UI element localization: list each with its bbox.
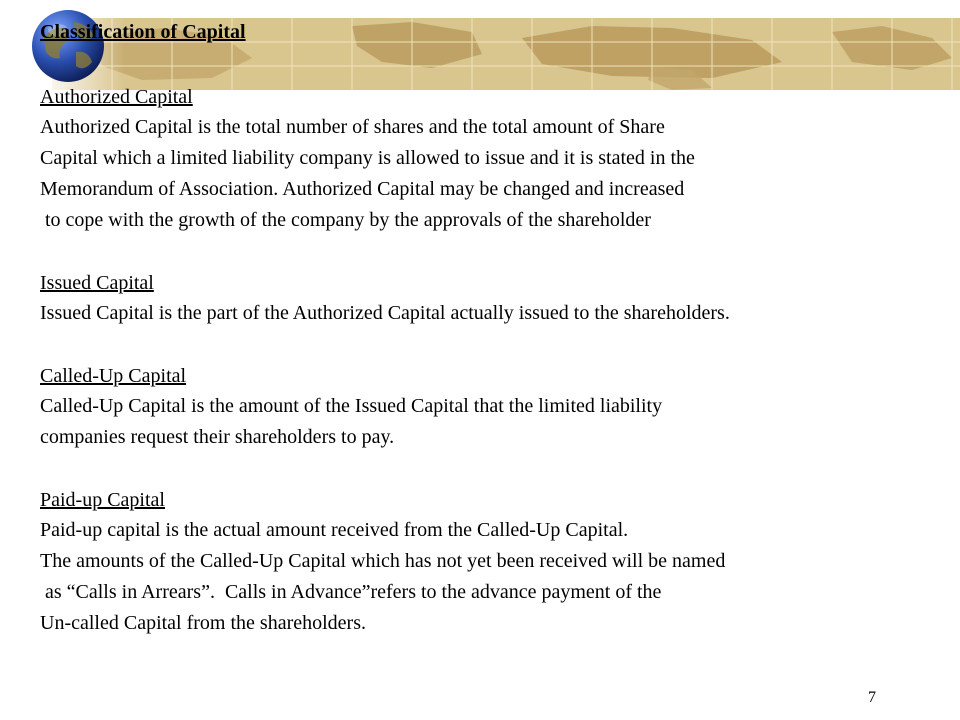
paragraph-line: Paid-up capital is the actual amount received from the Called-Up Capital. [40,519,629,541]
section-paid-up-capital [40,485,956,639]
paragraph-line: Called-Up Capital is the amount of the Issued Capital that the limited liability [40,395,663,417]
section-heading: Authorized Capital [40,86,193,108]
slide-content [40,14,956,639]
paragraph-line: to cope with the growth of the company by the approvals of the shareholder [40,209,651,231]
paragraph-line: Un-called Capital from the shareholders. [40,612,366,634]
paragraph-line: The amounts of the Called-Up Capital which has not yet been received will be named [40,550,726,572]
section-authorized-capital [40,82,956,236]
paragraph-line: Authorized Capital is the total number of shares and the total amount of Share [40,116,665,138]
paragraph-line: Memorandum of Association. Authorized Capital may be changed and increased [40,178,685,200]
paragraph-line: Capital which a limited liability company is allowed to issue and it is stated in the [40,147,695,169]
paragraph-line: as “Calls in Arrears”. Calls in Advance”refers to the advance payment of the [40,581,662,603]
paragraph-line: Issued Capital is the part of the Authorized Capital actually issued to the shareholders. [40,302,730,324]
section-issued-capital [40,268,956,329]
section-heading: Issued Capital [40,272,154,294]
section-called-up-capital [40,361,956,453]
page-title: Classification of Capital [40,21,246,43]
paragraph-line: companies request their shareholders to pay. [40,426,395,448]
page-number: 7 [868,689,876,706]
section-heading: Called-Up Capital [40,365,187,387]
section-heading: Paid-up Capital [40,489,165,511]
